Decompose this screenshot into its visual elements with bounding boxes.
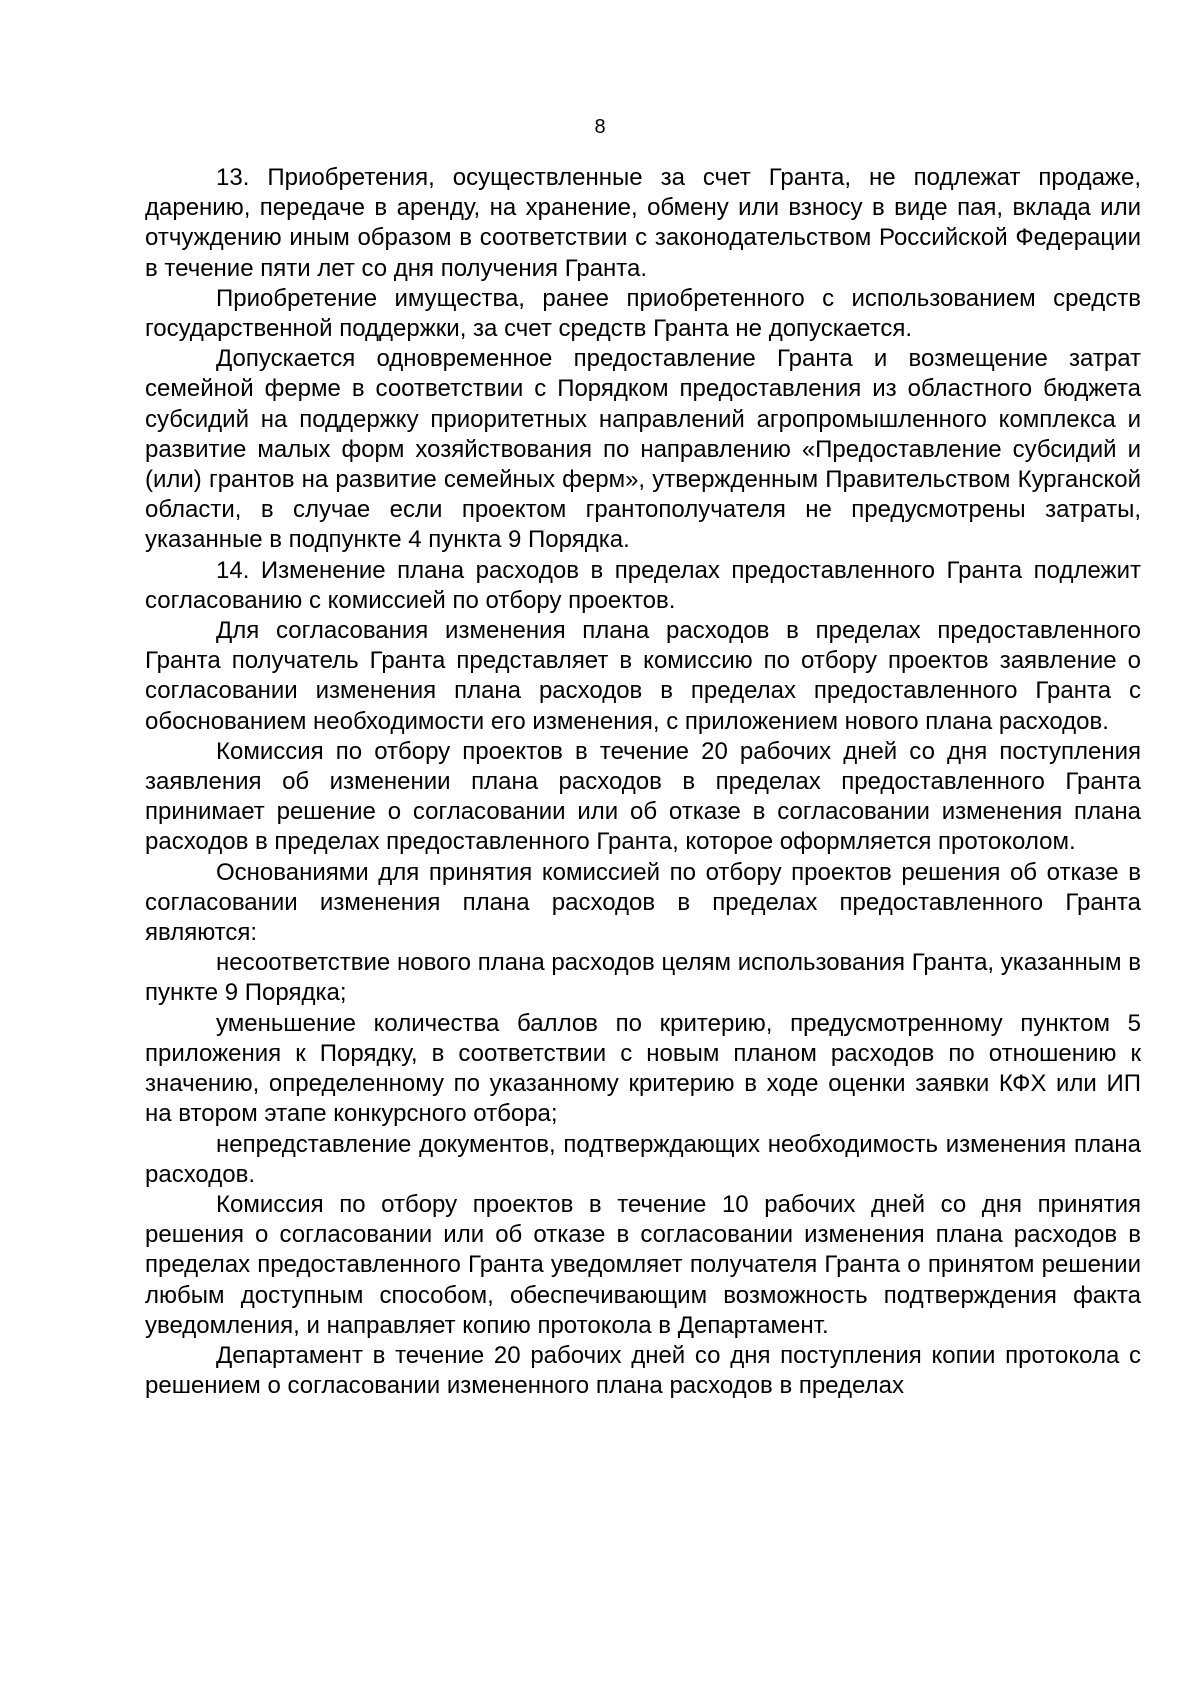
paragraph-14-plan-change: 14. Изменение плана расходов в пределах предоставленного Гранта подлежит согласованию с комиссией по отбору проектов. (145, 556, 1141, 614)
paragraph-approval-request: Для согласования изменения плана расходов в пределах предоставленного Гранта получатель Гранта представляет в комиссию по отбору проектов заявление о согласовании изменения плана расходов в пределах предоставленного Гранта с обоснованием необходимости его изменения, с приложением нового плана расходов. (145, 617, 1141, 735)
paragraph-commission-decision: Комиссия по отбору проектов в течение 20 рабочих дней со дня поступления заявления об изменении плана расходов в пределах предоставленного Гранта принимает решение о согласовании или об отказе в согласовании изменения плана расходов в пределах предоставленного Гранта, которое оформляется протоколом. (145, 737, 1141, 856)
paragraph-ground-missing-documents: непредставление документов, подтверждающих необходимость изменения плана расходов. (145, 1130, 1141, 1188)
paragraph-department: Департамент в течение 20 рабочих дней со дня поступления копии протокола с решением о согласовании измененного плана расходов в пределах (145, 1341, 1141, 1400)
paragraph-ground-mismatch: несоответствие нового плана расходов целям использования Гранта, указанным в пункте 9 Порядка; (145, 949, 1141, 1007)
paragraph-13-purchases: 13. Приобретения, осуществленные за счет Гранта, не подлежат продаже, дарению, передаче в аренду, на хранение, обмену или взносу в виде пая, вклада или отчуждению иным образом в соответствии с законодательством Российской Федерации в течение пяти лет со дня получения Гранта. (145, 164, 1141, 282)
document-body (145, 163, 1141, 1401)
paragraph-refusal-grounds: Основаниями для принятия комиссией по отбору проектов решения об отказе в согласовании изменения плана расходов в пределах предоставленного Гранта являются: (145, 858, 1141, 947)
paragraph-property-restriction: Приобретение имущества, ранее приобретенного с использованием средств государственной поддержки, за счет средств Гранта не допускается. (145, 284, 1141, 343)
paragraph-notification: Комиссия по отбору проектов в течение 10 рабочих дней со дня принятия решения о согласовании или об отказе в согласовании изменения плана расходов в пределах предоставленного Гранта уведомляет получателя Гранта о принятом решении любым доступным способом, обеспечивающим возможность подтверждения факта уведомления, и направляет копию протокола в Департамент. (145, 1190, 1141, 1339)
paragraph-ground-score-decrease: уменьшение количества баллов по критерию, предусмотренному пунктом 5 приложения к Порядку, в соответствии с новым планом расходов по отношению к значению, определенному по указанному критерию в ходе оценки заявки КФХ или ИП на втором этапе конкурсного отбора; (145, 1009, 1141, 1128)
page-number: 8 (594, 116, 606, 138)
paragraph-simultaneous-grant: Допускается одновременное предоставление Гранта и возмещение затрат семейной ферме в соответствии с Порядком предоставления из областного бюджета субсидий на поддержку приоритетных направлений агропромышленного комплекса и развитие малых форм хозяйствования по направлению «Предоставление субсидий и (или) грантов на развитие семейных ферм», утвержденным Правительством Курганской области, в случае если проектом грантополучателя не предусмотрены затраты, указанные в подпункте 4 пункта 9 Порядка. (145, 345, 1141, 554)
